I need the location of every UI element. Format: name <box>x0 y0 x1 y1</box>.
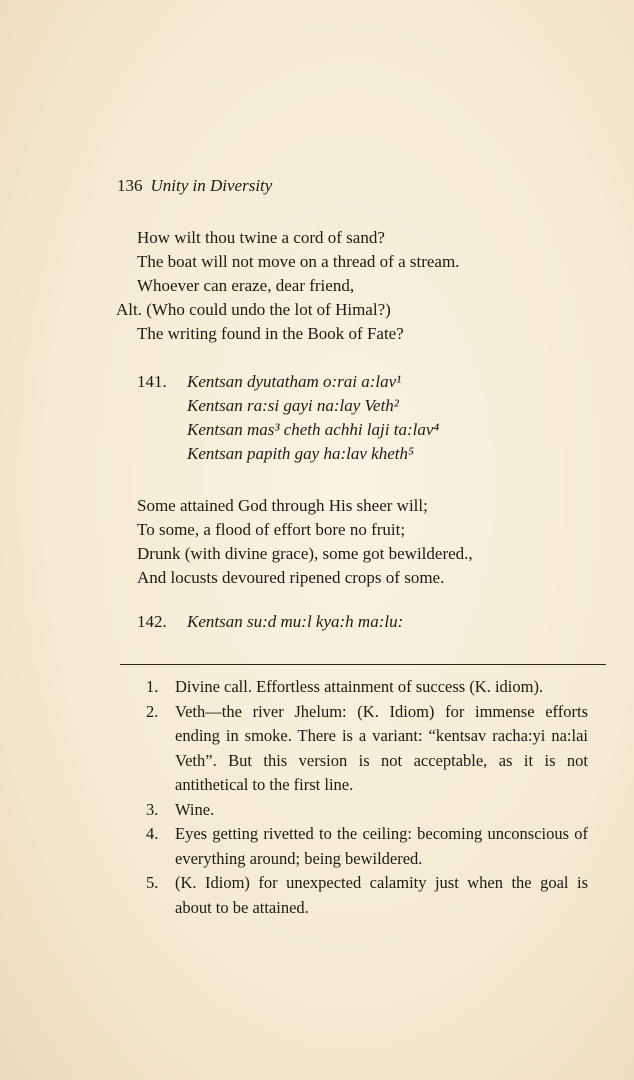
verse-translation-2 <box>137 494 607 590</box>
verse-line: To some, a flood of effort bore no fruit; <box>137 520 406 539</box>
footnote-text: Veth—the river Jhelum: (K. Idiom) for immense efforts ending in smoke. There is a variant: “kentsav racha:yi na:lai Veth”. But this version is not acceptable, as it is not antithetical to the first line. <box>175 701 588 794</box>
verse-line: The writing found in the Book of Fate? <box>137 324 404 343</box>
verse-translation-1 <box>116 226 607 346</box>
footnote <box>146 675 588 700</box>
verse-line: The boat will not move on a thread of a stream. <box>137 252 460 271</box>
footnote-text: Wine. <box>175 799 215 819</box>
verse-line-alternative: Alt. (Who could undo the lot of Himal?) <box>116 300 391 319</box>
item-number: 141. <box>137 372 167 391</box>
kashmiri-line: Kentsan dyutatham o:rai a:lav¹ <box>187 372 402 391</box>
footnote <box>146 700 588 798</box>
footnote-number: 1. <box>146 677 159 696</box>
item-141 <box>137 370 439 466</box>
kashmiri-line: Kentsan ra:si gayi na:lay Veth² <box>187 396 399 415</box>
footnote <box>146 798 588 823</box>
verse-line: And locusts devoured ripened crops of some. <box>137 568 445 587</box>
kashmiri-line: Kentsan mas³ cheth achhi laji ta:lav⁴ <box>187 420 440 439</box>
verse-line: Whoever can eraze, dear friend, <box>137 276 355 295</box>
footnotes <box>146 675 588 920</box>
footnote-number: 5. <box>146 873 159 892</box>
footnote-text: Divine call. Effortless attainment of success (K. idiom). <box>175 677 544 696</box>
footnote-divider <box>120 664 606 665</box>
kashmiri-line: Kentsan su:d mu:l kya:h ma:lu: <box>187 612 404 631</box>
running-head <box>117 176 272 196</box>
item-number: 142. <box>137 612 167 631</box>
footnote-number: 2. <box>146 701 159 721</box>
footnote-text: Eyes getting rivetted to the ceiling: becoming unconscious of everything around; being bewildered. <box>175 824 588 868</box>
verse-line: How wilt thou twine a cord of sand? <box>137 228 385 247</box>
footnote <box>146 871 588 920</box>
footnote-text: (K. Idiom) for unexpected calamity just when the goal is about to be attained. <box>175 873 588 917</box>
verse-line: Some attained God through His sheer will; <box>137 496 428 515</box>
footnote-number: 4. <box>146 824 159 843</box>
item-142 <box>137 610 403 634</box>
book-title: Unity in Diversity <box>150 176 273 195</box>
footnote <box>146 822 588 871</box>
verse-line: Drunk (with divine grace), some got bewildered., <box>137 544 473 563</box>
kashmiri-line: Kentsan papith gay ha:lav kheth⁵ <box>187 444 414 463</box>
page-number: 136 <box>117 176 143 195</box>
footnote-number: 3. <box>146 799 159 819</box>
